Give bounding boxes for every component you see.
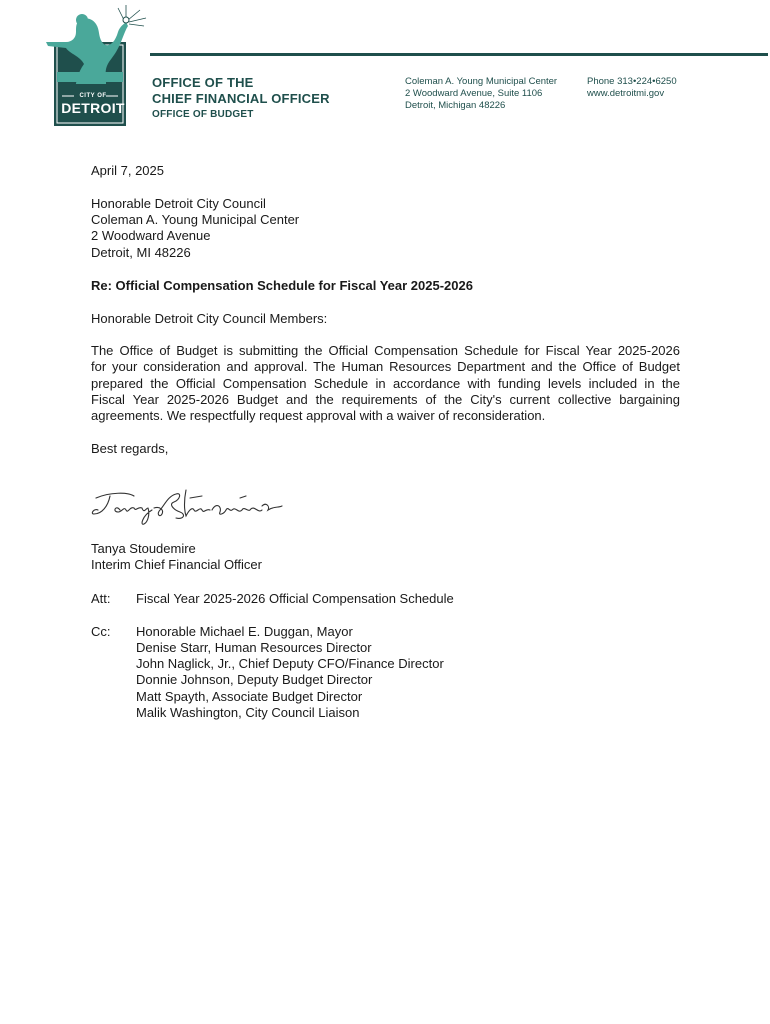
logo-detroit-wordmark: DETROIT — [61, 100, 125, 116]
attachment-value: Fiscal Year 2025-2026 Official Compensation Schedule — [136, 591, 454, 606]
recipient-line: 2 Woodward Avenue — [91, 228, 211, 243]
address-line: 2 Woodward Avenue, Suite 1106 — [405, 88, 543, 99]
letterhead-contact — [587, 76, 677, 100]
office-title — [152, 75, 330, 107]
office-subtitle: OFFICE OF BUDGET — [152, 109, 254, 120]
website-link[interactable]: www.detroitmi.gov — [587, 88, 665, 99]
letterhead-address — [405, 76, 557, 112]
cc-item: Malik Washington, City Council Liaison — [136, 705, 360, 720]
logo-city-label: CITY OF — [79, 93, 107, 99]
closing: Best regards, — [91, 441, 169, 456]
recipient-line: Honorable Detroit City Council — [91, 196, 266, 211]
address-line: Coleman A. Young Municipal Center — [405, 76, 558, 87]
cc-label: Cc: — [91, 624, 111, 639]
recipient-line: Detroit, MI 48226 — [91, 245, 191, 260]
cc-item: Honorable Michael E. Duggan, Mayor — [136, 624, 353, 639]
office-line-1: OFFICE OF THE — [152, 75, 254, 90]
body-line: Fiscal Year 2025-2026 Budget and the requirements of the City's current collective bargaining — [91, 391, 680, 407]
letter-date: April 7, 2025 — [91, 163, 164, 178]
cc-item: Denise Starr, Human Resources Director — [136, 640, 372, 655]
salutation: Honorable Detroit City Council Members: — [91, 311, 328, 326]
signer-title: Interim Chief Financial Officer — [91, 557, 262, 572]
cc-item: Matt Spayth, Associate Budget Director — [136, 689, 363, 704]
attachment-label: Att: — [91, 591, 111, 606]
body-paragraph — [91, 343, 680, 424]
subject-line: Re: Official Compensation Schedule for Fiscal Year 2025-2026 — [91, 278, 473, 293]
address-line: Detroit, Michigan 48226 — [405, 100, 506, 111]
signer-name: Tanya Stoudemire — [91, 541, 196, 556]
cc-item: Donnie Johnson, Deputy Budget Director — [136, 672, 373, 687]
recipient-line: Coleman A. Young Municipal Center — [91, 212, 300, 227]
phone-number: Phone 313•224•6250 — [587, 76, 677, 87]
body-line: agreements. We respectfully request approval with a waiver of reconsideration. — [91, 408, 546, 424]
body-line: for your consideration and approval. The Human Resources Department and the Office of Budget — [91, 359, 680, 375]
handwritten-signature — [90, 484, 285, 530]
header-divider — [150, 53, 768, 56]
office-line-2: CHIEF FINANCIAL OFFICER — [152, 91, 330, 106]
body-line: The Office of Budget is submitting the Official Compensation Schedule for Fiscal Year 2025-2026 — [91, 343, 680, 358]
body-line: prepared the Official Compensation Schedule in accordance with funding levels included in the — [91, 375, 680, 391]
cc-item: John Naglick, Jr., Chief Deputy CFO/Finance Director — [136, 656, 444, 671]
